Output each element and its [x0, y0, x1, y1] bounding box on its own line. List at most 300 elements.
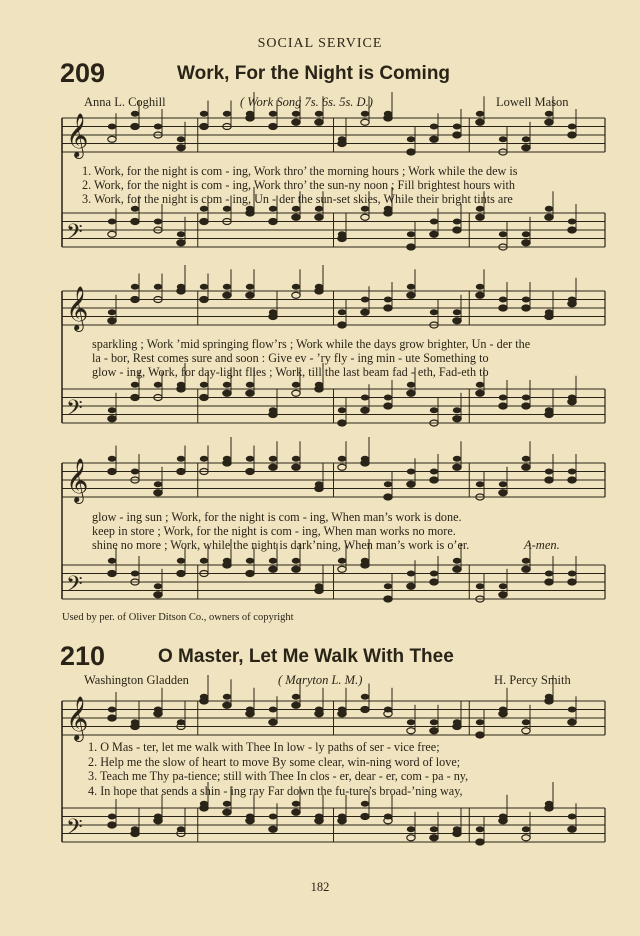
note-head: [292, 566, 300, 572]
note-head: [384, 297, 392, 303]
hymn-number: 209: [60, 58, 106, 88]
note-head: [453, 309, 461, 315]
lyric-line: 4. In hope that sends a shin - ing ray Far down the fu-ture’s broad-’ning way,: [88, 783, 463, 798]
note-head: [499, 583, 507, 589]
note-head: [568, 579, 576, 585]
note-head: [292, 694, 300, 700]
note-head: [453, 456, 461, 462]
note-head: [338, 322, 346, 328]
note-head: [407, 136, 415, 142]
note-head: [269, 219, 277, 225]
note-head: [177, 382, 185, 388]
note-head: [108, 309, 116, 315]
note-head: [338, 566, 346, 572]
note-head: [545, 477, 553, 483]
note-head: [407, 292, 415, 298]
note-head: [154, 382, 162, 388]
note-head: [361, 395, 369, 401]
note-head: [476, 481, 484, 487]
note-head: [131, 469, 139, 475]
lyric-line: 2. Work, for the night is com - ing, Work thro’ the sun-ny noon ; Fill brightest hours with: [82, 178, 516, 192]
note-head: [177, 558, 185, 564]
note-head: [269, 566, 277, 572]
note-head: [246, 571, 254, 577]
note-head: [177, 826, 185, 832]
note-head: [522, 145, 530, 151]
note-head: [568, 477, 576, 483]
note-head: [384, 111, 392, 117]
note-head: [154, 592, 162, 598]
note-head: [453, 566, 461, 572]
hymn-title: O Master, Let Me Walk With Thee: [158, 646, 454, 667]
note-head: [499, 481, 507, 487]
note-head: [246, 111, 254, 117]
note-head: [315, 707, 323, 713]
note-head: [154, 490, 162, 496]
note-head: [269, 111, 277, 117]
lyric-line: 3. Work, for the night is com - ing, Un - der the sun-set skies, While their bright tints are: [82, 192, 513, 206]
note-head: [338, 464, 346, 470]
note-head: [361, 111, 369, 117]
note-head: [154, 124, 162, 130]
note-head: [407, 231, 415, 237]
note-head: [108, 822, 116, 828]
note-head: [522, 136, 530, 142]
note-head: [384, 481, 392, 487]
note-head: [154, 814, 162, 820]
note-head: [361, 309, 369, 315]
note-head: [200, 456, 208, 462]
note-head: [568, 469, 576, 475]
note-head: [568, 132, 576, 138]
note-head: [430, 719, 438, 725]
note-head: [522, 240, 530, 246]
note-head: [407, 826, 415, 832]
lyric-line: 1. O Mas - ter, let me walk with Thee In low - ly paths of ser - vice free;: [88, 740, 440, 754]
note-head: [200, 219, 208, 225]
section-title: SOCIAL SERVICE: [257, 36, 383, 51]
note-head: [246, 390, 254, 396]
note-head: [338, 407, 346, 413]
note-head: [522, 826, 530, 832]
note-head: [453, 558, 461, 564]
note-head: [384, 707, 392, 713]
note-head: [407, 583, 415, 589]
hymn-author: Washington Gladden: [84, 673, 189, 687]
note-head: [430, 407, 438, 413]
note-head: [292, 206, 300, 212]
note-head: [269, 464, 277, 470]
note-head: [200, 558, 208, 564]
hymn-composer: H. Percy Smith: [494, 673, 571, 687]
note-head: [568, 395, 576, 401]
note-head: [545, 579, 553, 585]
note-head: [499, 490, 507, 496]
note-head: [315, 382, 323, 388]
note-head: [200, 395, 208, 401]
note-head: [453, 826, 461, 832]
note-head: [131, 297, 139, 303]
clef-icon: 𝄢: [66, 815, 83, 844]
note-head: [108, 456, 116, 462]
note-head: [476, 719, 484, 725]
note-head: [131, 124, 139, 130]
note-head: [545, 206, 553, 212]
note-head: [315, 583, 323, 589]
note-head: [200, 111, 208, 117]
lyric-line: glow - ing, Work, for day-light flies ; Work, till the last beam fad - eth, Fad-eth to: [92, 365, 489, 379]
note-head: [476, 390, 484, 396]
note-head: [522, 719, 530, 725]
note-head: [108, 814, 116, 820]
note-head: [522, 305, 530, 311]
note-head: [292, 284, 300, 290]
note-head: [200, 694, 208, 700]
note-head: [361, 814, 369, 820]
note-head: [522, 395, 530, 401]
note-head: [522, 403, 530, 409]
note-head: [568, 124, 576, 130]
lyrics-system-2: [92, 337, 530, 379]
note-head: [269, 309, 277, 315]
note-head: [522, 297, 530, 303]
note-head: [223, 206, 231, 212]
note-head: [361, 707, 369, 713]
note-head: [407, 728, 415, 734]
note-head: [522, 558, 530, 564]
note-head: [223, 111, 231, 117]
lyrics-system-1: [82, 164, 518, 206]
note-head: [545, 111, 553, 117]
note-head: [476, 826, 484, 832]
lyric-line: shine no more ; Work, while the night is dark’ning, When man’s work is o’er.: [92, 538, 470, 552]
note-head: [269, 558, 277, 564]
note-head: [246, 206, 254, 212]
note-head: [223, 382, 231, 388]
note-head: [292, 119, 300, 125]
note-head: [430, 136, 438, 142]
note-head: [315, 206, 323, 212]
note-head: [476, 382, 484, 388]
note-head: [499, 395, 507, 401]
hymn-tune: ( Work Song 7s. 6s. 5s. D.): [240, 95, 373, 109]
note-head: [568, 571, 576, 577]
note-head: [338, 231, 346, 237]
note-head: [545, 119, 553, 125]
note-head: [545, 407, 553, 413]
hymn-composer: Lowell Mason: [496, 95, 569, 109]
clef-icon: 𝄢: [66, 396, 83, 425]
note-head: [223, 292, 231, 298]
note-head: [223, 809, 231, 815]
note-head: [292, 390, 300, 396]
note-head: [292, 292, 300, 298]
note-head: [568, 219, 576, 225]
note-head: [223, 558, 231, 564]
note-head: [384, 583, 392, 589]
note-head: [292, 702, 300, 708]
note-head: [338, 456, 346, 462]
note-head: [522, 835, 530, 841]
note-head: [499, 231, 507, 237]
page-number: 182: [310, 880, 330, 894]
note-head: [131, 571, 139, 577]
note-head: [476, 732, 484, 738]
note-head: [384, 814, 392, 820]
note-head: [246, 814, 254, 820]
note-head: [499, 814, 507, 820]
note-head: [430, 469, 438, 475]
note-head: [315, 814, 323, 820]
note-head: [108, 558, 116, 564]
note-head: [177, 456, 185, 462]
note-head: [407, 571, 415, 577]
note-head: [430, 477, 438, 483]
note-head: [407, 390, 415, 396]
note-head: [177, 571, 185, 577]
note-head: [407, 382, 415, 388]
note-head: [154, 219, 162, 225]
note-head: [522, 566, 530, 572]
note-head: [407, 284, 415, 290]
note-head: [292, 111, 300, 117]
note-head: [177, 240, 185, 246]
note-head: [499, 592, 507, 598]
note-head: [568, 297, 576, 303]
note-head: [361, 119, 369, 125]
note-head: [246, 382, 254, 388]
note-head: [338, 309, 346, 315]
note-head: [223, 702, 231, 708]
note-head: [476, 583, 484, 589]
note-head: [338, 420, 346, 426]
note-head: [338, 136, 346, 142]
note-head: [200, 206, 208, 212]
lyric-line: 3. Teach me Thy pa-tience; still with Thee In clos - er, dear - er, com - pa - ny,: [88, 769, 469, 783]
note-head: [545, 571, 553, 577]
note-head: [499, 707, 507, 713]
note-head: [453, 464, 461, 470]
note-head: [361, 407, 369, 413]
hymn-number: 210: [60, 641, 106, 671]
note-head: [453, 719, 461, 725]
hymn-author: Anna L. Coghill: [84, 95, 166, 109]
note-head: [430, 826, 438, 832]
note-head: [545, 309, 553, 315]
note-head: [338, 558, 346, 564]
note-head: [522, 456, 530, 462]
note-head: [545, 214, 553, 220]
note-head: [131, 284, 139, 290]
lyric-line: sparkling ; Work ’mid springing flow’rs ; Work while the days grow brighter, Un - der the: [92, 337, 531, 351]
note-head: [384, 494, 392, 500]
note-head: [269, 826, 277, 832]
note-head: [453, 219, 461, 225]
note-head: [177, 136, 185, 142]
note-head: [430, 579, 438, 585]
note-head: [476, 206, 484, 212]
note-head: [108, 219, 116, 225]
clef-icon: 𝄞: [66, 460, 89, 502]
note-head: [361, 801, 369, 807]
clef-icon: 𝄢: [66, 220, 83, 249]
note-head: [269, 707, 277, 713]
note-head: [522, 464, 530, 470]
note-head: [223, 694, 231, 700]
lyrics-system-1: [88, 740, 468, 798]
note-head: [453, 416, 461, 422]
hymn-title: Work, For the Night is Coming: [177, 63, 451, 84]
note-head: [269, 814, 277, 820]
note-head: [545, 801, 553, 807]
note-head: [407, 469, 415, 475]
note-head: [430, 728, 438, 734]
note-head: [476, 214, 484, 220]
note-head: [430, 231, 438, 237]
clef-icon: 𝄞: [66, 288, 89, 330]
note-head: [131, 395, 139, 401]
note-head: [453, 227, 461, 233]
note-head: [430, 124, 438, 130]
note-head: [131, 206, 139, 212]
note-head: [246, 456, 254, 462]
note-head: [154, 707, 162, 713]
note-head: [407, 835, 415, 841]
lyric-line: 1. Work, for the night is com - ing, Work thro’ the morning hours ; Work while the dew is: [82, 164, 518, 178]
note-head: [430, 835, 438, 841]
note-head: [430, 309, 438, 315]
note-head: [315, 284, 323, 290]
note-head: [545, 694, 553, 700]
clef-icon: 𝄞: [66, 698, 89, 740]
note-head: [292, 456, 300, 462]
note-head: [292, 464, 300, 470]
note-head: [246, 292, 254, 298]
note-head: [131, 826, 139, 832]
note-head: [453, 318, 461, 324]
note-head: [499, 136, 507, 142]
note-head: [246, 558, 254, 564]
note-head: [108, 231, 116, 237]
note-head: [131, 719, 139, 725]
note-head: [545, 469, 553, 475]
note-head: [315, 111, 323, 117]
note-head: [223, 390, 231, 396]
note-head: [476, 119, 484, 125]
note-head: [269, 206, 277, 212]
note-head: [407, 244, 415, 250]
note-head: [361, 214, 369, 220]
note-head: [476, 284, 484, 290]
lyric-line: keep in store ; Work, for the night is com - ing, When man works no more.: [92, 524, 456, 538]
note-head: [384, 403, 392, 409]
note-head: [476, 839, 484, 845]
note-head: [200, 124, 208, 130]
note-head: [177, 231, 185, 237]
note-head: [361, 694, 369, 700]
note-head: [177, 145, 185, 151]
note-head: [453, 132, 461, 138]
note-head: [361, 456, 369, 462]
note-head: [292, 214, 300, 220]
note-head: [108, 318, 116, 324]
clef-icon: 𝄢: [66, 572, 83, 601]
note-head: [384, 305, 392, 311]
note-head: [177, 719, 185, 725]
note-head: [568, 719, 576, 725]
note-head: [269, 407, 277, 413]
note-head: [108, 715, 116, 721]
note-head: [568, 826, 576, 832]
note-head: [476, 111, 484, 117]
note-head: [108, 124, 116, 130]
note-head: [292, 809, 300, 815]
note-head: [361, 206, 369, 212]
note-head: [269, 456, 277, 462]
note-head: [430, 219, 438, 225]
note-head: [154, 583, 162, 589]
note-head: [384, 206, 392, 212]
lyric-line: la - bor, Rest comes sure and soon : Give ev - ’ry fly - ing min - ute Something to: [92, 351, 489, 365]
note-head: [568, 227, 576, 233]
note-head: [338, 707, 346, 713]
note-head: [361, 297, 369, 303]
note-head: [108, 407, 116, 413]
note-head: [269, 719, 277, 725]
note-head: [108, 136, 116, 142]
amen: A-men.: [524, 538, 560, 552]
note-head: [361, 558, 369, 564]
note-head: [177, 284, 185, 290]
note-head: [154, 481, 162, 487]
footnote: Used by per. of Oliver Ditson Co., owners of copyright: [62, 612, 294, 623]
note-head: [499, 297, 507, 303]
note-head: [223, 801, 231, 807]
note-head: [246, 707, 254, 713]
note-head: [200, 382, 208, 388]
note-head: [131, 219, 139, 225]
note-head: [522, 231, 530, 237]
note-head: [315, 214, 323, 220]
note-head: [223, 456, 231, 462]
note-head: [499, 305, 507, 311]
note-head: [568, 814, 576, 820]
hymn-tune: ( Maryton L. M.): [278, 673, 363, 687]
note-head: [200, 284, 208, 290]
note-head: [407, 481, 415, 487]
note-head: [499, 403, 507, 409]
note-head: [430, 571, 438, 577]
lyric-line: glow - ing sun ; Work, for the night is com - ing, When man’s work is done.: [92, 510, 462, 524]
note-head: [200, 297, 208, 303]
note-head: [476, 292, 484, 298]
note-head: [246, 469, 254, 475]
note-head: [292, 558, 300, 564]
note-head: [338, 814, 346, 820]
lyrics-system-3: [92, 510, 469, 552]
note-head: [568, 707, 576, 713]
note-head: [131, 382, 139, 388]
note-head: [315, 119, 323, 125]
note-head: [407, 149, 415, 155]
note-head: [269, 124, 277, 130]
note-head: [200, 801, 208, 807]
note-head: [108, 469, 116, 475]
note-head: [315, 481, 323, 487]
note-head: [453, 407, 461, 413]
note-head: [177, 469, 185, 475]
note-head: [108, 571, 116, 577]
